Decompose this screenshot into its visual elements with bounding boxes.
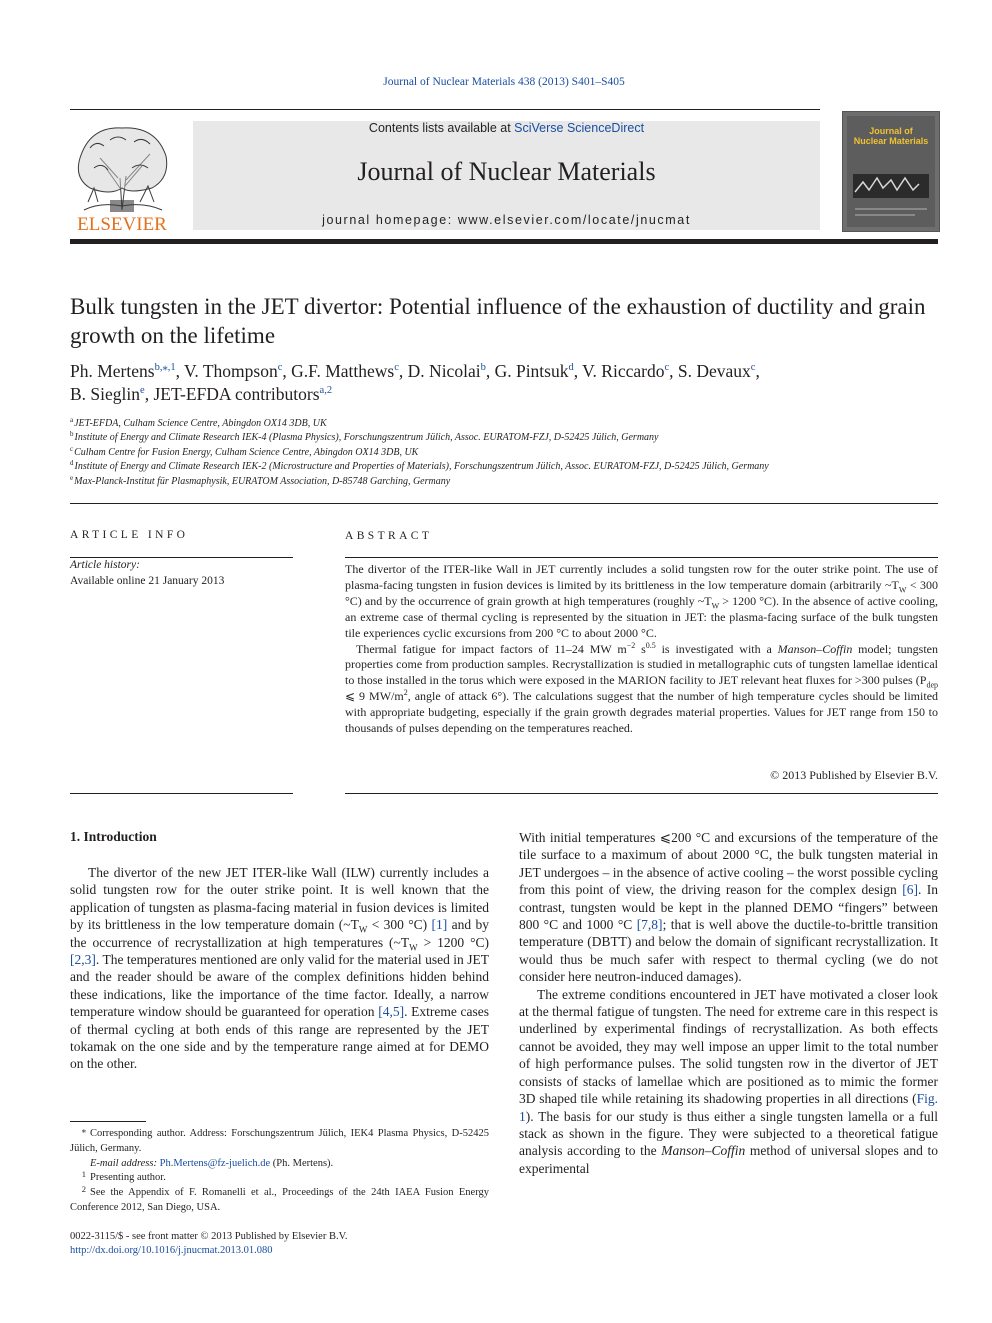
cover-art-icon: [843, 112, 939, 231]
body-column-right: [519, 829, 938, 1177]
author-separator: ,: [755, 361, 760, 381]
footnote-corresponding: ⁎ Corresponding author. Address: Forschungszentrum Jülich, IEK4 Plasma Physics, D-52425 Jülich, Germany.: [70, 1125, 489, 1154]
citation-link[interactable]: [1]: [431, 917, 448, 933]
author-name[interactable]: JET-EFDA contributors: [153, 384, 320, 404]
author-name[interactable]: V. Thompson: [184, 361, 278, 381]
author-affiliation-mark[interactable]: d: [568, 362, 574, 373]
footnote-text: Presenting author.: [90, 1172, 166, 1184]
author-name[interactable]: G.F. Matthews: [291, 361, 395, 381]
abstract-bottom-rule: [345, 793, 938, 794]
article-info-rule: [70, 557, 293, 558]
sciencedirect-link[interactable]: SciVerse ScienceDirect: [514, 121, 645, 135]
author-separator: ,: [573, 361, 583, 381]
footnote-1: 1 Presenting author.: [81, 1169, 166, 1184]
citation-link[interactable]: [6]: [902, 882, 918, 898]
contents-available-line: [193, 121, 820, 135]
author-list: [70, 360, 950, 406]
contents-prefix: Contents lists available at: [368, 121, 515, 135]
author-affiliation-mark[interactable]: a,2: [319, 385, 333, 396]
affiliation-text: JET-EFDA, Culham Science Centre, Abingdon OX14 3DB, UK: [74, 418, 327, 429]
author-affiliation-mark[interactable]: c: [750, 362, 756, 373]
author-name[interactable]: V. Riccardo: [582, 361, 665, 381]
elsevier-tree-icon: [70, 118, 174, 236]
footnote-text: Corresponding author. Address: Forschungszentrum Jülich, IEK4 Plasma Physics, D-52425 Jülich, Germany.: [70, 1128, 489, 1154]
issn-line: 0022-3115/$ - see front matter © 2013 Published by Elsevier B.V.: [70, 1231, 348, 1242]
affiliation-item: [70, 446, 950, 460]
article-info-bottom-rule: [70, 793, 293, 794]
author-affiliation-mark[interactable]: c: [277, 362, 283, 373]
affiliation-mark: d: [70, 459, 74, 468]
abstract-body: [345, 562, 938, 737]
author-separator: ,: [398, 361, 408, 381]
email-suffix: (Ph. Mertens).: [272, 1157, 334, 1169]
abstract-paragraph: The divertor of the ITER-like Wall in JET currently includes a solid tungsten row for the outer strike point. The use of plasma-facing tungsten in fusion devices is limited by its brittleness in the low temperature domain (arbitrarily $\sim T_W < 300$ °C) and by the occurrence of grain growth at high temperatures (roughly $\sim T_W > 1200$ °C). In the absence of active cooling, an extreme case of thermal cycling is represented by the situation in JET: the plasma-facing surface of the bulk tungsten tile experiences cyclic excursions from 200 °C to about 2000 °C.: [345, 562, 938, 640]
svg-text:ELSEVIER: ELSEVIER: [77, 214, 167, 235]
section-heading-introduction: 1. Introduction: [70, 829, 157, 844]
abstract-heading: ABSTRACT: [345, 530, 433, 542]
author-separator: ,: [144, 384, 154, 404]
author-separator: ,: [485, 361, 495, 381]
paper-title: Bulk tungsten in the JET divertor: Potential influence of the exhaustion of ductility and grain growth on the lifetime: [70, 294, 926, 348]
affiliation-mark: a: [70, 416, 74, 424]
doi-link[interactable]: http://dx.doi.org/10.1016/j.jnucmat.2013.01.080: [70, 1245, 273, 1256]
journal-cover-image[interactable]: [842, 111, 940, 232]
homepage-link[interactable]: www.elsevier.com/locate/jnucmat: [457, 213, 691, 227]
journal-homepage-line: [193, 213, 820, 227]
citation-link[interactable]: [2,3]: [70, 952, 96, 968]
affiliation-item: [70, 460, 950, 474]
footnote-text: See the Appendix of F. Romanelli et al., Proceedings of the 24th IAEA Fusion Energy Conference 2012, San Diego, USA.: [70, 1187, 489, 1213]
affiliation-item: [70, 431, 950, 445]
author-name[interactable]: S. Devaux: [677, 361, 751, 381]
author-separator: ,: [282, 361, 292, 381]
citation-link[interactable]: [7,8]: [636, 917, 663, 933]
citation-link[interactable]: Fig. 1: [519, 1091, 938, 1124]
author-name[interactable]: G. Pintsuk: [494, 361, 569, 381]
author-email-link[interactable]: Ph.Mertens@fz-juelich.de: [159, 1157, 271, 1169]
author-affiliation-mark[interactable]: e: [140, 385, 145, 396]
affiliation-text: Institute of Energy and Climate Research IEK-2 (Microstructure and Properties of Materials), Forschungszentrum Jülich, Assoc. EURATOM-FZJ, D-52425 Jülich, Germany: [74, 461, 769, 473]
homepage-prefix: journal homepage:: [322, 213, 458, 227]
abstract-paragraph: Thermal fatigue for impact factors of 11–24 MW $m^{-2}$ $s^{0.5}$ is investigated with a Manson–Coffin model; tungsten properties come from production samples. Recrystallization is studied in metallographic cuts of tungsten lamellae identical to those installed in the torus which were exposed in the MARION facility to JET relevant heat fluxes for >300 pulses ($P_{dep}$ ⩽ 9 $MW/m^2$, angle of attack 6°). The calculations suggest that the number of high temperature cycles should be limited with appropriate budgeting, especially if the grain growth degrades material properties. Values for JET range from 150 to thousands of pulses depending on the temperatures reached.: [345, 640, 939, 736]
footnote-2: 2 See the Appendix of F. Romanelli et al., Proceedings of the 24th IAEA Fusion Energy Conference 2012, San Diego, USA.: [70, 1184, 489, 1213]
affiliation-item: [70, 417, 950, 431]
affiliation-mark: b: [70, 430, 74, 439]
article-info-heading: ARTICLE INFO: [70, 529, 189, 541]
affiliation-text: Culham Centre for Fusion Energy, Culham Science Centre, Abingdon OX14 3DB, UK: [74, 446, 419, 458]
author-affiliation-mark[interactable]: b: [480, 362, 486, 373]
affiliation-text: Max-Planck-Institut für Plasmaphysik, EURATOM Association, D-85748 Garching, Germany: [74, 475, 451, 487]
article-history-label: Article history:: [70, 559, 140, 571]
header-thick-rule: [70, 239, 938, 244]
journal-title: Journal of Nuclear Materials: [357, 157, 656, 186]
abstract-copyright: © 2013 Published by Elsevier B.V.: [770, 768, 938, 782]
author-separator: ,: [175, 361, 185, 381]
journal-citation[interactable]: Journal of Nuclear Materials 438 (2013) S401–S405: [383, 76, 625, 88]
email-label: E-mail address:: [90, 1157, 157, 1169]
author-name[interactable]: B. Sieglin: [70, 384, 141, 404]
affiliation-list: [70, 417, 950, 489]
affiliation-item: [70, 475, 950, 489]
author-separator: ,: [669, 361, 678, 381]
footnote-email: [70, 1157, 489, 1172]
body-column-left: [70, 864, 489, 1073]
affiliation-rule: [70, 503, 938, 504]
affiliation-mark: c: [70, 444, 74, 453]
affiliation-text: Institute of Energy and Climate Research IEK-4 (Plasma Physics), Forschungszentrum Jülich, Assoc. EURATOM-FZJ, D-52425 Jülich, Germany: [74, 432, 659, 444]
article-history-value: Available online 21 January 2013: [70, 575, 225, 587]
body-paragraph: The extreme conditions encountered in JET have motivated a closer look at the thermal fatigue of tungsten. The need for extreme care in this respect is underlined by experimental findings of recrystallization. As both effects cannot be avoided, they may well impose an upper limit to the total number of high performance pulses. The solid tungsten row in the divertor of JET consists of stacks of lamellae which are positioned as to mimic the former 3D shaped tile while retaining its shadowing properties in all directions (Fig. 1). The basis for our study is thus either a single tungsten lamella or a full stack as shown in the figure. They were subjected to a theoretical fatigue analysis according to the Manson–Coffin method of universal slopes and to experimental: [519, 986, 938, 1176]
author-affiliation-mark[interactable]: c: [664, 362, 670, 373]
affiliation-mark: e: [70, 473, 74, 482]
footnotes: [70, 1127, 489, 1216]
body-paragraph: With initial temperatures ⩽200 °C and excursions of the temperature of the tile surface to a maximum of about 2000 °C, the bulk tungsten material in JET undergoes – in the absence of active cooling – the worst possible cycling from this point of view, the driving reason for the complex design [6]. In contrast, tungsten would be kept in the planned DEMO “fingers” between 800 °C and 1000 °C [7,8]; that is well above the ductile-to-brittle transition temperature (DBTT) and below the domain of significant recrystallization. It would thus be much safer with respect to thermal cycling (we do not consider here neutron-induced damages).: [519, 830, 938, 985]
citation-link[interactable]: [4,5]: [378, 1004, 405, 1020]
body-paragraph: The divertor of the new JET ITER-like Wall (ILW) currently includes a solid tungsten row for the outer strike point. It is well known that the application of tungsten as plasma-facing material in fusion devices is limited by its brittleness in the low temperature domain ($\sim T_W < 300$ °C) [1] and by the occurrence of recrystallization at high temperatures ($\sim T_W > 1200$ °C) [2,3]. The temperatures mentioned are only valid for the material used in JET and the reader should be aware of the complex definitions hidden behind these indications, like the importance of the time factor. Ideally, a narrow temperature window should be guaranteed for operation [4,5]. Extreme cases of thermal cycling at both ends of this range are represented by the JET tokamak on the one side and by the temperature range aimed at for DEMO on the other.: [70, 865, 489, 1072]
author-name[interactable]: D. Nicolai: [407, 361, 481, 381]
svg-text:Nuclear Materials: Nuclear Materials: [853, 136, 929, 146]
elsevier-logo: [70, 118, 174, 236]
footnote-rule: [70, 1121, 146, 1122]
abstract-rule: [345, 557, 938, 558]
svg-text:Journal of: Journal of: [869, 126, 913, 136]
author-affiliation-mark[interactable]: c: [394, 362, 399, 373]
header-rule: [70, 109, 820, 110]
author-name[interactable]: Ph. Mertens: [70, 361, 155, 381]
author-affiliation-mark[interactable]: b,⁎,1: [154, 362, 176, 373]
